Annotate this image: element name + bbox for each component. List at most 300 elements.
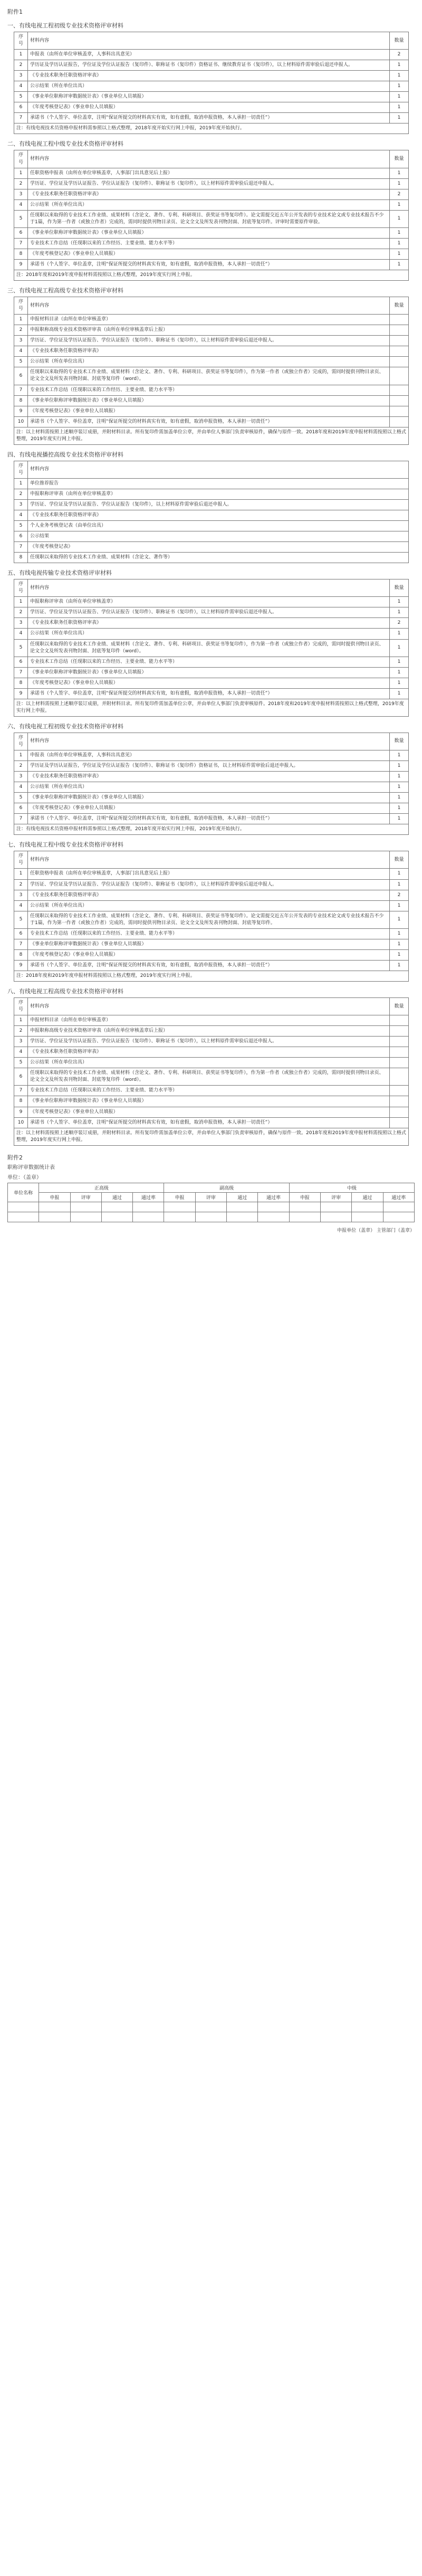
row-material: 任职资格申报表（由所在单位审核盖章，人事部门出具意见后上报）	[28, 869, 390, 879]
row-material: 《年度考核登记表》（事业单位人员填报）	[28, 102, 390, 113]
materials-table	[14, 997, 409, 1146]
table-row	[14, 416, 409, 427]
row-number: 3	[14, 890, 28, 900]
stats-sub-header: 通过率	[258, 1192, 289, 1202]
column-header: 数量	[390, 150, 409, 168]
row-number: 10	[14, 416, 28, 427]
table-row	[14, 71, 409, 81]
table-row	[14, 890, 409, 900]
row-count: 1	[390, 607, 409, 618]
row-number: 6	[14, 531, 28, 542]
column-header: 数量	[390, 32, 409, 50]
row-material: 公示结果（所在单位出具）	[28, 900, 390, 911]
row-number: 5	[14, 1058, 28, 1068]
table-row	[14, 1058, 409, 1068]
table-row	[14, 960, 409, 971]
note-row	[14, 123, 409, 134]
row-number: 2	[14, 1026, 28, 1037]
row-material: 学历证、学位证及学历认证报告、学位认证报告（复印件）、职称证书（复印件），以上材料原件需审验后退还申报人。	[28, 879, 390, 890]
table-header-row	[14, 32, 409, 50]
row-count: 1	[390, 750, 409, 761]
column-header: 材料内容	[28, 150, 390, 168]
note-row	[14, 427, 409, 444]
section-6	[0, 722, 422, 835]
row-count: 1	[390, 761, 409, 772]
row-number: 2	[14, 325, 28, 336]
row-number: 4	[14, 1047, 28, 1058]
stats-sub-header: 申报	[289, 1192, 320, 1202]
table-row	[14, 113, 409, 123]
row-count: 1	[390, 814, 409, 824]
table-row	[14, 346, 409, 357]
stats-group-header: 中级	[289, 1183, 414, 1192]
stats-cell	[133, 1212, 164, 1222]
row-number: 8	[14, 1096, 28, 1107]
stats-block	[0, 1153, 422, 1233]
stats-cell	[8, 1202, 39, 1212]
table-header-row	[14, 997, 409, 1015]
stats-cell	[70, 1212, 101, 1222]
row-count	[390, 1096, 409, 1107]
stats-sub-header: 通过率	[383, 1192, 414, 1202]
row-number: 1	[14, 750, 28, 761]
table-row	[14, 168, 409, 178]
column-header: 数量	[390, 297, 409, 315]
row-material: 《专业技术职务任职资格评审表》	[28, 618, 390, 629]
section-title: 三、有线电视工程高级专业技术资格评审材料	[7, 287, 123, 294]
row-count	[390, 325, 409, 336]
table-row	[14, 542, 409, 553]
materials-table	[14, 150, 409, 281]
row-count	[390, 1047, 409, 1058]
row-material: 公示结果（所在单位出具）	[28, 357, 390, 367]
stats-cell	[258, 1212, 289, 1222]
row-count	[390, 406, 409, 416]
column-header: 材料内容	[28, 851, 390, 869]
table-row	[14, 618, 409, 629]
table-row	[14, 949, 409, 960]
table-row	[14, 803, 409, 814]
row-number: 7	[14, 238, 28, 249]
row-material: 承诺书（个人签字、单位盖章，注明“保证所提交的材料真实有效，如有虚假，取消申报资格，本人承担一切责任”）	[28, 259, 390, 270]
table-row	[14, 325, 409, 336]
table-row	[14, 315, 409, 325]
row-count: 1	[390, 238, 409, 249]
row-count: 1	[390, 678, 409, 688]
row-material: 《专业技术职务任职资格评审表》	[28, 510, 409, 521]
row-number: 1	[14, 597, 28, 607]
row-count: 1	[390, 960, 409, 971]
row-material: 《年度考核登记表》（事业单位人员填报）	[28, 678, 390, 688]
row-count: 1	[390, 639, 409, 657]
table-row	[14, 750, 409, 761]
materials-table	[14, 297, 409, 445]
stats-label: 附件2	[7, 1154, 23, 1161]
row-material: 学历证、学位证及学历认证报告、学位认证报告（复印件）、职称证书（复印件），以上材料原件需审验后退还申报人。	[28, 1037, 390, 1047]
stats-cell	[195, 1212, 226, 1222]
table-row	[14, 50, 409, 60]
row-number: 6	[14, 803, 28, 814]
stats-sub-header: 评审	[195, 1192, 226, 1202]
stats-row	[8, 1212, 415, 1222]
row-count: 1	[390, 227, 409, 238]
row-material: 申报材料目录（由所在单位审核盖章）	[28, 1015, 390, 1026]
row-material: 《年度考核登记表》（事业单位人员填报）	[28, 949, 390, 960]
note-row	[14, 270, 409, 281]
stats-sub-header: 通过	[101, 1192, 132, 1202]
row-material: 任现职以来取得的专业技术工作业绩、成果材料（含论文、著作、专利、科研项目、获奖证书等复印件），作为第一作者（或独立作者）完成的，需同时提供刊物目录页、论文全文及所发表刊物封面、封底等复印件（word）。	[28, 367, 390, 385]
row-count	[390, 315, 409, 325]
stats-cell	[70, 1202, 101, 1212]
row-number: 7	[14, 542, 28, 553]
row-number: 1	[14, 50, 28, 60]
row-number: 7	[14, 385, 28, 395]
row-count: 1	[390, 803, 409, 814]
row-material: 任现职以来取得的专业技术工作业绩、成果材料（含论文、著作、专利、科研项目、获奖证书等复印件）。论文需提交近五年公开发表的专业技术论文或专业技术报告不少于1篇，作为第一作者（或独立作者）完成的，需同时提供刊物目录页、论文全文及所发表刊物封面、封底等复印件。评审时需要原件审验。	[28, 210, 390, 227]
row-material: 学历证及学历认证报告，学位证及学位认证报告（复印件）、职称证书（复印件）资格证书，以上材料原件需审验后退还申报人。	[28, 761, 390, 772]
column-header: 数量	[390, 851, 409, 869]
table-row	[14, 814, 409, 824]
table-row	[14, 667, 409, 678]
table-row	[14, 227, 409, 238]
stats-cell	[164, 1212, 195, 1222]
doc-label: 附件1	[7, 8, 23, 15]
table-row	[14, 629, 409, 639]
row-number: 1	[14, 315, 28, 325]
row-material: 《年度考核登记表》（事业单位人员填报）	[28, 1107, 390, 1117]
row-material: 承诺书（个人签字、单位盖章，注明“保证所提交的材料真实有效，如有虚假，取消申报资格，本人承担一切责任”）	[28, 960, 390, 971]
row-number: 3	[14, 772, 28, 782]
table-row	[14, 210, 409, 227]
row-count	[390, 367, 409, 385]
table-row	[14, 1107, 409, 1117]
row-number: 2	[14, 761, 28, 772]
row-number: 7	[14, 113, 28, 123]
row-material: 《年度考核登记表》（事业单位人员填报）	[28, 803, 390, 814]
section-title: 五、有线电视传输专业技术资格评审材料	[7, 569, 112, 577]
stats-cell	[352, 1202, 383, 1212]
column-header: 序号	[14, 579, 28, 597]
stats-header-row	[8, 1183, 415, 1192]
row-count: 1	[390, 113, 409, 123]
table-header-row	[14, 150, 409, 168]
row-material: 公示结果（所在单位出具）	[28, 782, 390, 793]
row-count	[390, 1026, 409, 1037]
row-number: 7	[14, 814, 28, 824]
sections-container	[0, 21, 422, 1146]
stats-group-header: 正高级	[39, 1183, 164, 1192]
column-header: 材料内容	[28, 32, 390, 50]
row-number: 6	[14, 367, 28, 385]
stats-cell	[101, 1202, 132, 1212]
table-row	[14, 1026, 409, 1037]
column-header: 数量	[390, 579, 409, 597]
table-row	[14, 60, 409, 71]
row-count: 2	[390, 189, 409, 199]
row-number: 4	[14, 629, 28, 639]
table-row	[14, 869, 409, 879]
row-material: 专业技术工作总结（任现职以来的工作经历、主要业绩、能力水平等）	[28, 657, 390, 667]
row-count: 1	[390, 688, 409, 699]
table-row	[14, 688, 409, 699]
row-material: 《事业单位职称评审数据统计表》（事业单位人员填报）	[28, 92, 390, 102]
table-header-row	[14, 579, 409, 597]
row-count	[390, 357, 409, 367]
stats-sub-header: 评审	[70, 1192, 101, 1202]
section-7	[0, 840, 422, 982]
stats-cell	[352, 1212, 383, 1222]
row-count: 1	[390, 667, 409, 678]
column-header: 序号	[14, 150, 28, 168]
note-row	[14, 699, 409, 716]
row-count	[390, 346, 409, 357]
stats-unit: 单位：（盖章）	[7, 1174, 42, 1181]
table-row	[14, 782, 409, 793]
table-row	[14, 510, 409, 521]
section-title: 七、有线电视工程中级专业技术资格评审材料	[7, 841, 123, 849]
table-row	[14, 911, 409, 928]
table-row	[14, 1086, 409, 1096]
row-material: 《专业技术职务任职资格评审表》	[28, 71, 390, 81]
row-number: 2	[14, 489, 28, 499]
row-material: 单位推荐报告	[28, 478, 409, 489]
stats-table	[7, 1183, 415, 1222]
table-row	[14, 928, 409, 939]
row-count: 1	[390, 60, 409, 71]
row-number: 9	[14, 1107, 28, 1117]
row-material: 学历证、学位证及学历认证报告、学位认证报告（复印件）、职称证书（复印件），以上材料原件需审验后退还申报人。	[28, 336, 390, 346]
section-note: 注：2018年度和2019年度申报材料需按照以上格式整理，2019年度实行网上申报。	[14, 971, 409, 981]
row-number: 8	[14, 678, 28, 688]
row-count: 2	[390, 890, 409, 900]
row-material: 《专业技术职务任职资格评审表》	[28, 346, 390, 357]
stats-cell	[320, 1212, 351, 1222]
section-5	[0, 568, 422, 717]
table-row	[14, 879, 409, 890]
row-material: 申报职称高级专业技术资格评审表（由所在单位审核盖章后上报）	[28, 325, 390, 336]
table-row	[14, 607, 409, 618]
table-row	[14, 81, 409, 92]
row-count: 1	[390, 81, 409, 92]
row-number: 3	[14, 1037, 28, 1047]
stats-cell	[320, 1202, 351, 1212]
column-header: 材料内容	[28, 297, 390, 315]
table-row	[14, 553, 409, 563]
row-material: 《年度考核登记表》（事业单位人员填报）	[28, 249, 390, 259]
row-material: 《事业单位职称评审数据统计表》（事业单位人员填报）	[28, 395, 390, 406]
row-count	[390, 1015, 409, 1026]
row-material: 公示结果	[28, 531, 409, 542]
row-number: 9	[14, 688, 28, 699]
table-row	[14, 395, 409, 406]
section-1	[0, 21, 422, 134]
row-number: 1	[14, 168, 28, 178]
row-material: 《年度考核登记表》（事业单位人员填报）	[28, 406, 390, 416]
row-count: 1	[390, 249, 409, 259]
row-material: 《专业技术职务任职资格评审表》	[28, 890, 390, 900]
row-count	[390, 336, 409, 346]
stats-group-header: 副高级	[164, 1183, 289, 1192]
stats-sub-header: 申报	[164, 1192, 195, 1202]
table-row	[14, 238, 409, 249]
row-number: 1	[14, 478, 28, 489]
row-material: 承诺书（个人签字、单位盖章，注明“保证所提交的材料真实有效，如有虚假，取消申报资格，本人承担一切责任”）	[28, 688, 390, 699]
row-count: 1	[390, 900, 409, 911]
row-material: 《事业单位职称评审数据统计表》（事业单位人员填报）	[28, 227, 390, 238]
table-row	[14, 478, 409, 489]
row-number: 8	[14, 395, 28, 406]
row-material: 承诺书（个人签字、单位盖章，注明“保证所提交的材料真实有效，如有虚假，取消申报资格，本人承担一切责任”）	[28, 113, 390, 123]
section-note: 注：以上材料需按照上述顺序装订成册，并附材料目录。所有复印件需加盖单位公章，并由单位人事部门负责审核原件，确保与原件一致。2018年度和2019年度申报材料需按照以上格式整理，2019年度实行网上申报。	[14, 427, 409, 444]
materials-table	[14, 32, 409, 134]
row-number: 5	[14, 521, 28, 531]
row-number: 9	[14, 406, 28, 416]
stats-first-col: 单位名称	[8, 1183, 39, 1202]
stats-cell	[39, 1202, 70, 1212]
note-row	[14, 824, 409, 835]
table-row	[14, 489, 409, 499]
table-row	[14, 1068, 409, 1086]
table-row	[14, 1047, 409, 1058]
row-count	[390, 1037, 409, 1047]
row-count: 1	[390, 793, 409, 803]
section-note: 注：以上材料需按照上述顺序装订成册，并附材料目录。所有复印件需加盖单位公章，并由单位人事部门负责审核原件，确保与原件一致。2018年度和2019年度申报材料需按照以上格式整理，2019年度实行网上申报。	[14, 1128, 409, 1145]
row-count: 1	[390, 939, 409, 949]
row-number: 3	[14, 499, 28, 510]
row-count: 1	[390, 629, 409, 639]
row-number: 4	[14, 81, 28, 92]
row-material: 《专业技术职务任职资格评审表》	[28, 1047, 390, 1058]
stats-cell	[383, 1202, 414, 1212]
row-count	[390, 1107, 409, 1117]
row-number: 2	[14, 60, 28, 71]
table-row	[14, 521, 409, 531]
stats-row	[8, 1202, 415, 1212]
row-number: 3	[14, 71, 28, 81]
column-header: 材料内容	[28, 733, 390, 750]
row-material: 申报表（由所在单位审核盖章，人事科出具意见）	[28, 750, 390, 761]
row-count: 1	[390, 71, 409, 81]
row-count: 1	[390, 102, 409, 113]
table-row	[14, 385, 409, 395]
row-number: 3	[14, 618, 28, 629]
row-number: 4	[14, 510, 28, 521]
table-row	[14, 939, 409, 949]
section-title: 二、有线电视工程中级专业技术资格评审材料	[7, 140, 123, 148]
row-count	[390, 1058, 409, 1068]
row-number: 5	[14, 92, 28, 102]
row-number: 9	[14, 259, 28, 270]
row-material: 学历证及学历认证报告，学位证及学位认证报告（复印件）、职称证书（复印件）资格证书、继续教育证书（复印件），以上材料原件需审验后退还申报人。	[28, 60, 390, 71]
row-count: 1	[390, 911, 409, 928]
materials-table	[14, 461, 409, 563]
row-count: 1	[390, 199, 409, 210]
stats-title: 职称评审数据统计表	[7, 1164, 55, 1171]
stats-cell	[383, 1212, 414, 1222]
table-row	[14, 336, 409, 346]
row-count	[390, 1086, 409, 1096]
table-row	[14, 1117, 409, 1128]
row-material: 申报材料目录（由所在单位审核盖章）	[28, 315, 390, 325]
stats-subheader-row	[8, 1192, 415, 1202]
row-number: 6	[14, 1068, 28, 1086]
column-header: 材料内容	[28, 579, 390, 597]
table-row	[14, 1037, 409, 1047]
row-number: 5	[14, 911, 28, 928]
row-count	[390, 395, 409, 406]
row-count: 1	[390, 772, 409, 782]
row-number: 7	[14, 667, 28, 678]
row-material: 专业技术工作总结（任现职以来的工作经历、主要业绩、能力水平等）	[28, 1086, 390, 1096]
section-4	[0, 450, 422, 563]
stats-cell	[39, 1212, 70, 1222]
materials-table	[14, 733, 409, 835]
stats-footer: 申报单位（盖章） 主管部门（盖章）	[337, 1228, 415, 1233]
row-material: 《年度考核登记表》	[28, 542, 409, 553]
row-number: 1	[14, 869, 28, 879]
row-number: 8	[14, 553, 28, 563]
row-number: 5	[14, 210, 28, 227]
table-row	[14, 900, 409, 911]
row-number: 5	[14, 793, 28, 803]
column-header: 材料内容	[28, 461, 409, 478]
row-count	[390, 1068, 409, 1086]
section-title: 一、有线电视工程初级专业技术资格评审材料	[7, 22, 123, 29]
materials-table	[14, 851, 409, 982]
row-material: 申报职称高级专业技术资格评审表（由所在单位审核盖章后上报）	[28, 1026, 390, 1037]
row-material: 个人业务考核登记表（由单位出具）	[28, 521, 409, 531]
stats-cell	[289, 1202, 320, 1212]
column-header: 数量	[390, 997, 409, 1015]
row-material: 专业技术工作总结（任现职以来的工作经历、主要业绩、能力水平等）	[28, 238, 390, 249]
row-material: 专业技术工作总结（任现职以来的工作经历、主要业绩、能力水平等）	[28, 385, 390, 395]
table-header-row	[14, 851, 409, 869]
row-material: 《事业单位职称评审数据统计表》（事业单位人员填报）	[28, 939, 390, 949]
row-material: 公示结果（所在单位出具）	[28, 1058, 390, 1068]
row-number: 2	[14, 607, 28, 618]
column-header: 序号	[14, 297, 28, 315]
section-2	[0, 139, 422, 281]
row-count: 1	[390, 168, 409, 178]
row-material: 公示结果（所在单位出具）	[28, 629, 390, 639]
row-material: 申报职称评审表（由所在单位审核盖章）	[28, 597, 390, 607]
stats-cell	[289, 1212, 320, 1222]
stats-cell	[8, 1212, 39, 1222]
table-row	[14, 657, 409, 667]
row-number: 5	[14, 639, 28, 657]
column-header: 序号	[14, 32, 28, 50]
table-header-row	[14, 461, 409, 478]
row-material: 承诺书（个人签字、单位盖章，注明“保证所提交的材料真实有效，如有虚假，取消申报资格，本人承担一切责任”）	[28, 416, 390, 427]
row-count: 1	[390, 949, 409, 960]
stats-cell	[101, 1212, 132, 1222]
row-count: 2	[390, 50, 409, 60]
section-title: 八、有线电视工程高级专业技术资格评审材料	[7, 987, 123, 995]
column-header: 序号	[14, 461, 28, 478]
table-row	[14, 249, 409, 259]
table-row	[14, 678, 409, 688]
stats-cell	[227, 1202, 258, 1212]
table-row	[14, 499, 409, 510]
column-header: 序号	[14, 733, 28, 750]
row-count: 1	[390, 869, 409, 879]
row-number: 4	[14, 199, 28, 210]
row-count: 1	[390, 597, 409, 607]
row-number: 2	[14, 178, 28, 189]
column-header: 材料内容	[28, 997, 390, 1015]
row-number: 6	[14, 102, 28, 113]
row-material: 公示结果（所在单位出具）	[28, 199, 390, 210]
